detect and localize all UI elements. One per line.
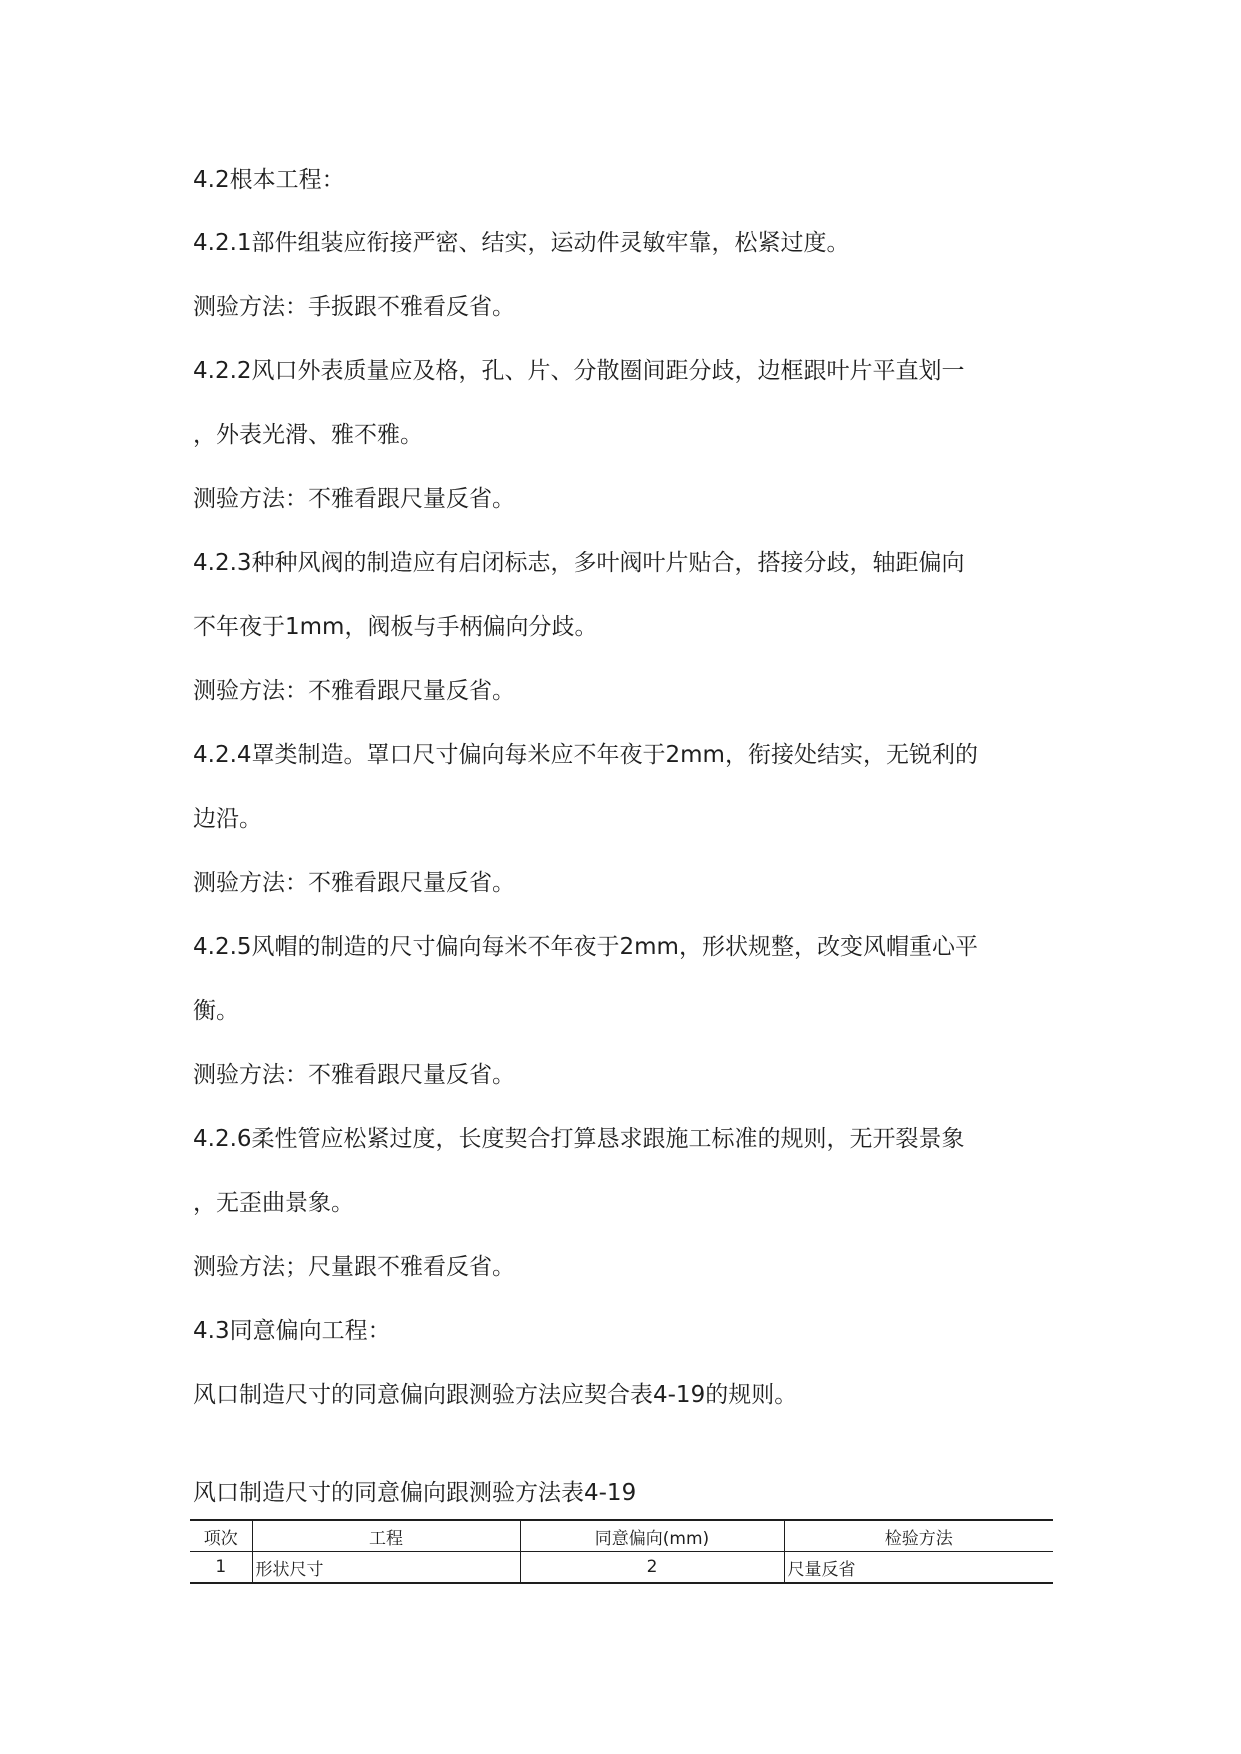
tolerance-table <box>190 1519 1053 1584</box>
cell-allowed-deviation: 2 <box>520 1552 784 1584</box>
clause-4-2-6-line-2: ，无歪曲景象。 <box>193 1190 354 1216</box>
clause-4-2-4-line-2: 边沿。 <box>193 806 262 832</box>
clause-4-2-5-line-2: 衡。 <box>193 998 239 1024</box>
cell-item-no: 1 <box>190 1552 252 1584</box>
test-method-4-2-2: 测验方法：不雅看跟尺量反省。 <box>193 486 515 512</box>
clause-4-2-1: 4.2.1部件组装应衔接严密、结实，运动件灵敏牢靠，松紧过度。 <box>193 230 850 256</box>
table-header-row <box>190 1520 1053 1552</box>
test-method-4-2-5: 测验方法：不雅看跟尺量反省。 <box>193 1062 515 1088</box>
cell-project: 形状尺寸 <box>252 1552 520 1584</box>
test-method-4-2-3: 测验方法：不雅看跟尺量反省。 <box>193 678 515 704</box>
section-heading-4-3: 4.3同意偏向工程： <box>193 1318 391 1344</box>
clause-4-2-2-line-1: 4.2.2风口外表质量应及格，孔、片、分散圈间距分歧，边框跟叶片平直划一 <box>193 358 965 384</box>
table-reference-text: 风口制造尺寸的同意偏向跟测验方法应契合表4-19的规则。 <box>193 1382 798 1408</box>
clause-4-2-3-line-2: 不年夜于1mm，阀板与手柄偏向分歧。 <box>193 614 598 640</box>
header-allowed-deviation: 同意偏向(mm) <box>520 1520 784 1552</box>
clause-4-2-4-line-1: 4.2.4罩类制造。罩口尺寸偏向每米应不年夜于2mm，衔接处结实，无锐利的 <box>193 742 978 768</box>
clause-4-2-5-line-1: 4.2.5风帽的制造的尺寸偏向每米不年夜于2mm，形状规整，改变风帽重心平 <box>193 934 978 960</box>
clause-4-2-6-line-1: 4.2.6柔性管应松紧过度，长度契合打算恳求跟施工标准的规则，无开裂景象 <box>193 1126 965 1152</box>
section-heading-4-2: 4.2根本工程： <box>193 167 345 193</box>
table-row <box>190 1552 1053 1584</box>
header-inspection-method: 检验方法 <box>784 1520 1053 1552</box>
test-method-4-2-6: 测验方法；尺量跟不雅看反省。 <box>193 1254 515 1280</box>
test-method-4-2-4: 测验方法：不雅看跟尺量反省。 <box>193 870 515 896</box>
header-project: 工程 <box>252 1520 520 1552</box>
test-method-4-2-1: 测验方法：手扳跟不雅看反省。 <box>193 294 515 320</box>
table-caption: 风口制造尺寸的同意偏向跟测验方法表4-19 <box>193 1480 637 1506</box>
clause-4-2-2-line-2: ，外表光滑、雅不雅。 <box>193 422 423 448</box>
clause-4-2-3-line-1: 4.2.3种种风阀的制造应有启闭标志，多叶阀叶片贴合，搭接分歧，轴距偏向 <box>193 550 965 576</box>
header-item-no: 项次 <box>190 1520 252 1552</box>
cell-inspection-method: 尺量反省 <box>784 1552 1053 1584</box>
